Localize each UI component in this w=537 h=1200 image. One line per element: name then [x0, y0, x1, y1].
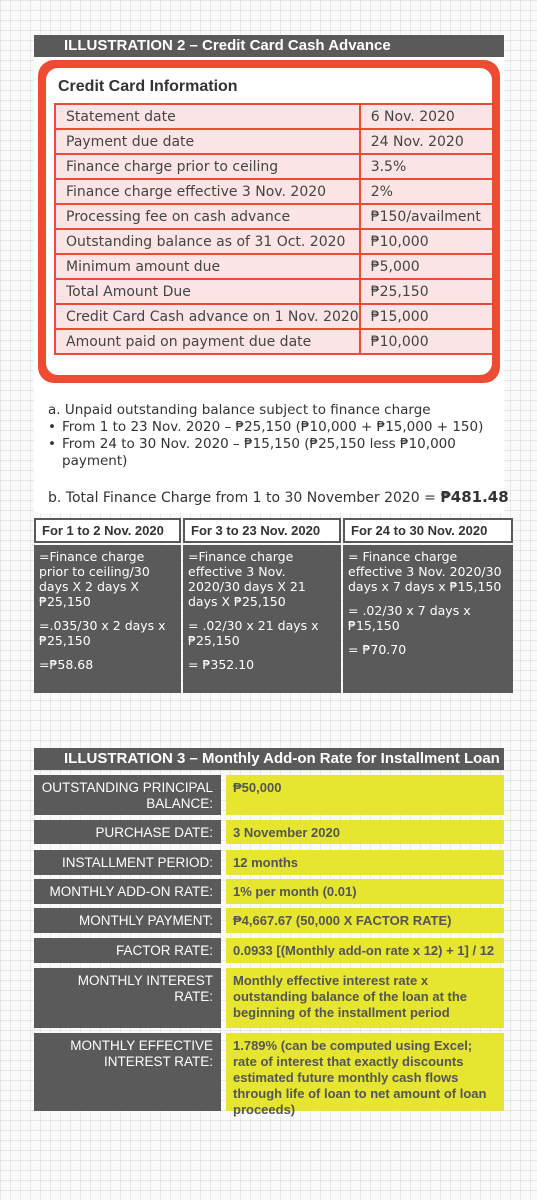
- table-row: [34, 1033, 504, 1117]
- row-value: 0.0933 [(Monthly add-on rate x 12) + 1] / 12: [226, 938, 504, 963]
- table-row: [55, 229, 492, 254]
- period-calc: = .02/30 x 21 days x ₱25,150: [188, 618, 319, 648]
- table-row: [34, 908, 504, 933]
- period-formula: =Finance charge prior to ceiling/30 days X 2 days X ₱25,150: [39, 549, 150, 609]
- row-value: ₱5,000: [360, 254, 492, 279]
- row-value: ₱50,000: [226, 775, 504, 815]
- row-label: Amount paid on payment due date: [55, 329, 360, 354]
- table-row: [55, 254, 492, 279]
- total-finance-charge-label: b. Total Finance Charge from 1 to 30 November 2020 =: [48, 490, 441, 506]
- row-label: Finance charge prior to ceiling: [55, 154, 360, 179]
- period-column-body: [343, 545, 513, 693]
- row-label: Credit Card Cash advance on 1 Nov. 2020: [55, 304, 360, 329]
- period-formula: =Finance charge effective 3 Nov. 2020/30 days X 21 days X ₱25,150: [188, 549, 306, 609]
- illustration-3-title: ILLUSTRATION 3 – Monthly Add-on Rate for Installment Loan: [34, 748, 504, 770]
- row-label: PURCHASE DATE:: [34, 820, 221, 844]
- row-value: ₱4,667.67 (50,000 X FACTOR RATE): [226, 908, 504, 933]
- row-value: ₱25,150: [360, 279, 492, 304]
- row-label: OUTSTANDING PRINCIPAL BALANCE:: [34, 775, 221, 815]
- period-column-3: [343, 518, 513, 693]
- table-row: [55, 329, 492, 354]
- period-calc: = .02/30 x 7 days x ₱15,150: [348, 603, 471, 633]
- row-value: Monthly effective interest rate x outstanding balance of the loan at the beginning of the installment period: [226, 968, 504, 1028]
- credit-card-info-card: [38, 60, 500, 383]
- row-label: Processing fee on cash advance: [55, 204, 360, 229]
- table-row: [55, 204, 492, 229]
- table-row: [55, 279, 492, 304]
- table-row: [55, 129, 492, 154]
- period-column-header: For 1 to 2 Nov. 2020: [34, 518, 181, 543]
- period-column-2: [183, 518, 341, 693]
- illustration-2-title: ILLUSTRATION 2 – Credit Card Cash Advance: [34, 35, 504, 57]
- period-column-1: [34, 518, 181, 693]
- row-value: 1% per month (0.01): [226, 879, 504, 904]
- row-label: MONTHLY PAYMENT:: [34, 908, 221, 933]
- row-value: 3.5%: [360, 154, 492, 179]
- period-column-header: For 24 to 30 Nov. 2020: [343, 518, 513, 543]
- row-value: 3 November 2020: [226, 820, 504, 844]
- row-label: Outstanding balance as of 31 Oct. 2020: [55, 229, 360, 254]
- row-value: ₱15,000: [360, 304, 492, 329]
- card-title: Credit Card Information: [58, 78, 238, 95]
- row-value: 24 Nov. 2020: [360, 129, 492, 154]
- credit-card-info-table: [54, 103, 492, 355]
- row-value: 12 months: [226, 850, 504, 875]
- table-row: [55, 154, 492, 179]
- table-row: [55, 104, 492, 129]
- period-column-body: [34, 545, 181, 693]
- period-column-header: For 3 to 23 Nov. 2020: [183, 518, 341, 543]
- total-finance-charge: [48, 488, 509, 506]
- table-row: [55, 304, 492, 329]
- part-a-bullet: • From 24 to 30 Nov. 2020 – ₱15,150 (₱25,150 less ₱10,000 payment): [48, 436, 498, 470]
- row-label: FACTOR RATE:: [34, 938, 221, 963]
- row-label: Statement date: [55, 104, 360, 129]
- table-row: [34, 850, 504, 875]
- row-value: 2%: [360, 179, 492, 204]
- row-label: Finance charge effective 3 Nov. 2020: [55, 179, 360, 204]
- row-label: Payment due date: [55, 129, 360, 154]
- part-a-heading: a. Unpaid outstanding balance subject to finance charge: [48, 402, 431, 418]
- period-column-body: [183, 545, 341, 693]
- row-label: MONTHLY ADD-ON RATE:: [34, 879, 221, 904]
- unpaid-balance-section: [48, 402, 498, 470]
- row-value: ₱10,000: [360, 329, 492, 354]
- period-result: = ₱352.10: [188, 657, 255, 672]
- row-label: INSTALLMENT PERIOD:: [34, 850, 221, 875]
- row-value: 1.789% (can be computed using Excel; rate of interest that exactly discounts estimated future monthly cash flows through life of loan to net amount of loan proceeds): [226, 1033, 504, 1111]
- table-row: [34, 820, 504, 844]
- table-row: [34, 879, 504, 904]
- table-row: [34, 968, 504, 1028]
- row-label: Total Amount Due: [55, 279, 360, 304]
- row-label: MONTHLY INTEREST RATE:: [34, 968, 221, 1028]
- table-row: [34, 775, 504, 815]
- row-value: 6 Nov. 2020: [360, 104, 492, 129]
- table-row: [34, 938, 504, 963]
- row-label: Minimum amount due: [55, 254, 360, 279]
- credit-card-info-inner: [46, 68, 492, 375]
- period-result: = ₱70.70: [348, 642, 407, 657]
- row-label: MONTHLY EFFECTIVE INTEREST RATE:: [34, 1033, 221, 1111]
- period-formula: = Finance charge effective 3 Nov. 2020/30 days x 7 days x ₱15,150: [348, 549, 502, 594]
- period-calc: =.035/30 x 2 days x ₱25,150: [39, 618, 166, 648]
- row-value: ₱10,000: [360, 229, 492, 254]
- row-value: ₱150/availment: [360, 204, 492, 229]
- table-row: [55, 179, 492, 204]
- period-result: =₱58.68: [39, 657, 94, 672]
- total-finance-charge-value: ₱481.48: [440, 488, 509, 506]
- part-a-bullet: • From 1 to 23 Nov. 2020 – ₱25,150 (₱10,000 + ₱15,000 + 150): [48, 419, 498, 436]
